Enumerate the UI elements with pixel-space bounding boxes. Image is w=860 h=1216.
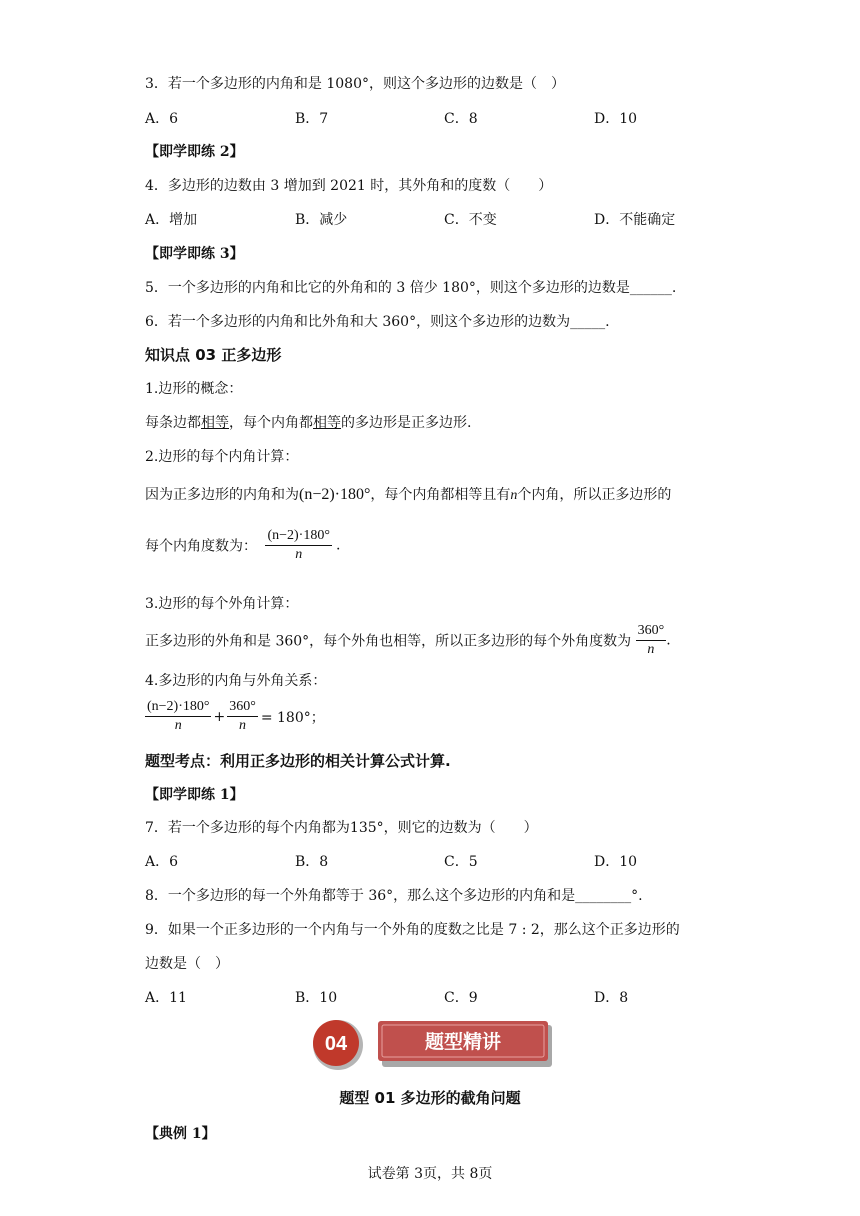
exam-point: 题型考点：利用正多边形的相关计算公式计算. xyxy=(145,752,451,770)
q4-option-d: D．不能确定 xyxy=(594,212,676,228)
q9-option-d: D．8 xyxy=(594,990,629,1006)
relation-formula: $\frac{(n-2)\cdot 180^\circ}{n}$ + $\frac{360^\circ}{n}$ = 180°； xyxy=(147,699,325,733)
q7-option-c: C．5 xyxy=(444,854,478,870)
practice-heading-1: 【即学即练 1】 xyxy=(145,787,244,803)
variable-n: n xyxy=(510,488,518,503)
concept-text: 每条边都相等，每个内角都相等的多边形是正多边形. xyxy=(145,415,472,431)
question-9-line-2: 边数是（ ） xyxy=(145,956,229,972)
question-7: 7．若一个多边形的每个内角都为135°，则它的边数为（ ） xyxy=(145,820,538,836)
q9-option-b: B．10 xyxy=(295,990,338,1006)
q4-option-b: B．减少 xyxy=(295,212,348,228)
q3-option-c: C．8 xyxy=(444,111,478,127)
section-banner xyxy=(308,1017,554,1071)
fraction-relation-1: $\frac{(n-2)\cdot 180^\circ}{n}$ xyxy=(147,699,210,733)
concept-title: 1.边形的概念： xyxy=(145,381,243,397)
question-9-line-1: 9．如果一个正多边形的一个内角与一个外角的度数之比是 7 : 2，那么这个正多边形的 xyxy=(145,922,680,938)
q7-option-a: A．6 xyxy=(145,854,179,870)
underlined-word: 相等 xyxy=(313,415,341,431)
question-4: 4．多边形的边数由 3 增加到 2021 时，其外角和的度数（ ） xyxy=(145,178,553,194)
interior-title: 2.边形的每个内角计算： xyxy=(145,449,299,465)
fraction-interior-angle: $\frac{(n-2)\cdot 180^\circ}{n}$ xyxy=(267,528,330,562)
q9-option-a: A．11 xyxy=(145,990,187,1006)
question-6: 6．若一个多边形的内角和比外角和大 360°，则这个多边形的边数为_____. xyxy=(145,314,610,330)
fraction-exterior-angle: $\frac{360^\circ}{n}$ xyxy=(637,623,665,657)
type-01-title: 题型 01 多边形的截角问题 xyxy=(339,1089,521,1107)
q3-option-a: A．6 xyxy=(145,111,179,127)
q3-option-d: D．10 xyxy=(594,111,638,127)
banner-graphic xyxy=(308,1017,554,1071)
page-footer: 试卷第 3页，共 8页 xyxy=(367,1166,493,1182)
q9-option-c: C．9 xyxy=(444,990,478,1006)
relation-title: 4.多边形的内角与外角关系： xyxy=(145,673,327,689)
q3-option-b: B．7 xyxy=(295,111,329,127)
q4-option-a: A．增加 xyxy=(145,212,198,228)
practice-heading-2: 【即学即练 2】 xyxy=(145,144,244,160)
example-heading: 【典例 1】 xyxy=(145,1126,216,1142)
exterior-title: 3.边形的每个外角计算： xyxy=(145,596,299,612)
q7-option-b: B．8 xyxy=(295,854,329,870)
interior-line-1: 因为正多边形的内角和为(n−2)·180°，每个内角都相等且有n个内角，所以正多边形的 xyxy=(145,486,672,503)
underlined-word: 相等 xyxy=(201,415,229,431)
q4-option-c: C．不变 xyxy=(444,212,497,228)
section-title: 知识点 03 正多边形 xyxy=(145,346,282,364)
practice-heading-3: 【即学即练 3】 xyxy=(145,246,244,262)
banner-number: 04 xyxy=(324,1033,348,1055)
formula-sum: (n−2)·180° xyxy=(299,486,371,503)
question-5: 5．一个多边形的内角和比它的外角和的 3 倍少 180°，则这个多边形的边数是______. xyxy=(145,280,677,296)
question-8: 8．一个多边形的每一个外角都等于 36°，那么这个多边形的内角和是________°. xyxy=(145,888,643,904)
q7-option-d: D．10 xyxy=(594,854,638,870)
fraction-relation-2: $\frac{360^\circ}{n}$ xyxy=(229,699,256,733)
exterior-line: 正多边形的外角和是 360°，每个外角也相等，所以正多边形的每个外角度数为 $\frac{360^\circ}{n}$ . xyxy=(145,623,671,657)
interior-line-2: 每个内角度数为： $\frac{(n-2)\cdot 180^\circ}{n}$ . xyxy=(145,528,341,562)
question-3: 3．若一个多边形的内角和是 1080°，则这个多边形的边数是（ ） xyxy=(145,76,565,92)
banner-label: 题型精讲 xyxy=(424,1031,502,1053)
